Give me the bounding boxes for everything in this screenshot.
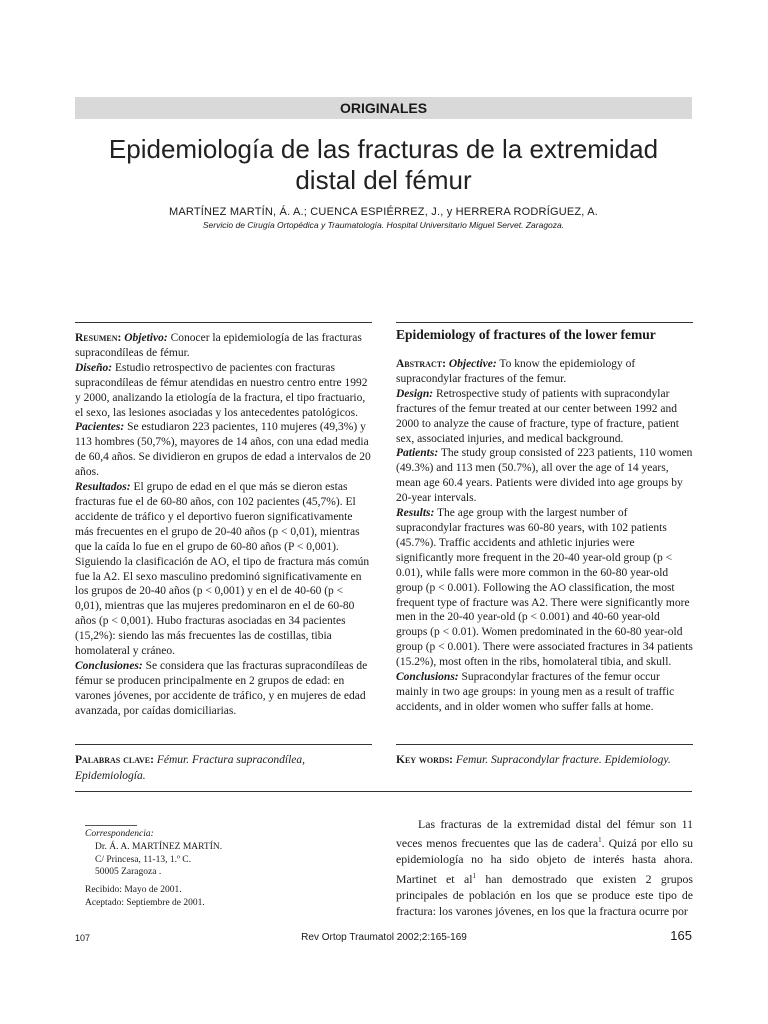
resumen — [75, 331, 372, 719]
affiliation: Servicio de Cirugía Ortopédica y Traumatología. Hospital Universitario Miguel Servet. Zaragoza. — [202, 220, 565, 230]
correspondence-name: Dr. Á. A. MARTÍNEZ MARTÍN. — [95, 841, 223, 852]
correspondence — [75, 828, 372, 910]
keywords-en-label: Key words: — [396, 754, 453, 766]
authors: MARTÍNEZ MARTÍN, Á. A.; CUENCA ESPIÉRREZ, J., y HERRERA RODRÍGUEZ, A. — [168, 206, 599, 218]
text-diseno: Estudio retrospectivo de pacientes con fracturas supracondíleas de fémur atendidas en nuestro centro entre 1992 y 2000, analizando la etiología de la fractura, el tipo fractuario, el sexo, las lesiones asociadas y los antecedentes patológicos. — [75, 361, 368, 419]
footer-citation: Rev Ortop Traumatol 2002;2:165-169 — [301, 932, 467, 943]
text-results: The age group with the largest number of supracondylar fractures was 60-80 years, with 102 patients (45.7%). Traffic accidents and athletic injuries were significantly more frequent in the 20-40 year-old group (p < 0.01), while falls were more common in the 60-80 year-old group (p < 0.001). Following the AO classification, the most frequent type of fracture was A2. There were significantly more men in the 20-40 year-old (p < 0.001) and 40-60 year-old groups (p < 0.01). Women predominated in the 60-80 year-old group (p < 0.001). There were associated fractures in 34 patients (15.2%), most often in the ribs, homolateral tibia, and skull. — [396, 507, 693, 669]
label-resultados: Resultados: — [75, 481, 131, 494]
label-diseno: Diseño: — [75, 361, 113, 374]
label-objective: Objective: — [448, 358, 497, 370]
label-pacientes: Pacientes: — [75, 421, 125, 434]
text-conclusiones: Se considera que las fracturas supracondíleas de fémur se producen principalmente en 2 grupos de edad: en varones jóvenes, por accidente de tráfico, y en mujeres de edad avanzada, por caídas domiciliarias. — [75, 659, 368, 717]
title-line: distal del fémur — [295, 165, 472, 195]
correspondence-address: C/ Princesa, 11-13, 1.º C. — [95, 854, 192, 865]
rule-top — [396, 322, 693, 323]
text-pacientes: Se estudiaron 223 pacientes, 110 mujeres (49,3%) y 113 hombres (50,7%), mayores de 14 años, con una edad media de 60,4 años. Se dividieron en grupos de edad a intervalos de 20 años. — [75, 421, 371, 479]
label-conclusiones: Conclusiones: — [75, 659, 143, 672]
keywords-es — [75, 752, 372, 784]
label-patients: Patients: — [396, 447, 439, 460]
label-design: Design: — [396, 387, 434, 400]
page-number: 165 — [670, 928, 692, 943]
label-objetivo: Objetivo: — [124, 332, 168, 344]
correspondence-label: Correspondencia: — [85, 829, 154, 839]
rule-keywords — [75, 744, 372, 745]
article-title — [75, 134, 692, 196]
intro-part: . Quizá por ello su epidemiología no ha sido objeto de interés hasta ahora. Martinet et al — [396, 836, 693, 886]
correspondence-rule — [85, 825, 137, 826]
text-patients: The study group consisted of 223 patients, 110 women (49.3%) and 113 men (50.7%), all over the age of 14 years, mean age 60.4 years. Patients were divided into age groups by 20-year intervals. — [396, 447, 693, 505]
keywords-en-text: Femur. Supracondylar fracture. Epidemiology. — [453, 754, 671, 766]
keywords-es-text: Fémur. Fractura supracondílea, Epidemiología. — [75, 754, 306, 782]
label-conclusions: Conclusions: — [396, 671, 459, 684]
resumen-heading: Resumen: — [75, 332, 122, 344]
text-resultados: El grupo de edad en el que más se dieron estas fracturas fue el de 60-80 años, con 102 pacientes (45,7%). El accidente de tráfico y el deportivo fueron significativamente más frecuentes en el grupo de 20-40 años (p < 0,01), mientras que la caída lo fue en el grupo de 60-80 años (P < 0,001). Siguiendo la clasificación de AO, el tipo de fractura más común fue la A2. El sexo masculino predominó significativamente en los grupos de 20-40 años (p < 0,001) y en el de 40-60 (p < 0,01), mientras que las mujeres predominaron en el de 60-80 años (p < 0,001). Hubo fracturas asociadas en 34 pacientes (15,2%): siendo las más frecuentes las de costillas, tibia homolateral y cráneo. — [75, 481, 370, 658]
text-design: Retrospective study of patients with supracondylar fractures of the femur treated at our center between 1992 and 2000 to analyze the cause of fracture, type of fracture, patient sex, associated injuries, and medical background. — [396, 387, 679, 445]
abstract — [396, 357, 693, 715]
introduction-text — [396, 816, 693, 919]
section-label: ORIGINALES — [75, 97, 692, 119]
text-objetivo: Conocer la epidemiología de las fracturas supracondíleas de fémur. — [75, 332, 362, 359]
english-title: Epidemiology of fractures of the lower femur — [396, 327, 656, 342]
intro-part: han demostrado que existen 2 grupos principales de población en los que se produce este tipo de fractura: los varones jóvenes, en los que la fractura ocurre por — [396, 871, 693, 918]
text-objective: To know the epidemiology of supracondylar fractures of the femur. — [396, 358, 636, 385]
text-conclusions: Supracondylar fractures of the femur occur mainly in two age groups: in young men as a result of traffic accidents, and in older women who suffer falls at home. — [396, 671, 675, 713]
correspondence-address: 50005 Zaragoza . — [95, 867, 162, 878]
rule-top — [75, 322, 372, 323]
rule-bottom — [75, 791, 692, 792]
citation: 1 — [472, 871, 476, 880]
intro-part: Las fracturas de la extremidad distal del fémur son 11 veces menos frecuentes que las de cadera — [396, 817, 693, 851]
title-line: Epidemiología de las fracturas de la extremidad — [108, 134, 659, 164]
footer-page-code: 107 — [75, 933, 91, 943]
keywords-en — [396, 752, 693, 768]
keywords-es-label: Palabras clave: — [75, 754, 154, 766]
citation: 1 — [598, 836, 602, 845]
abstract-heading: Abstract: — [396, 358, 446, 370]
received-date: Recibido: Mayo de 2001. — [85, 885, 182, 896]
label-results: Results: — [396, 507, 435, 520]
rule-keywords — [396, 744, 693, 745]
accepted-date: Aceptado: Septiembre de 2001. — [85, 897, 205, 908]
